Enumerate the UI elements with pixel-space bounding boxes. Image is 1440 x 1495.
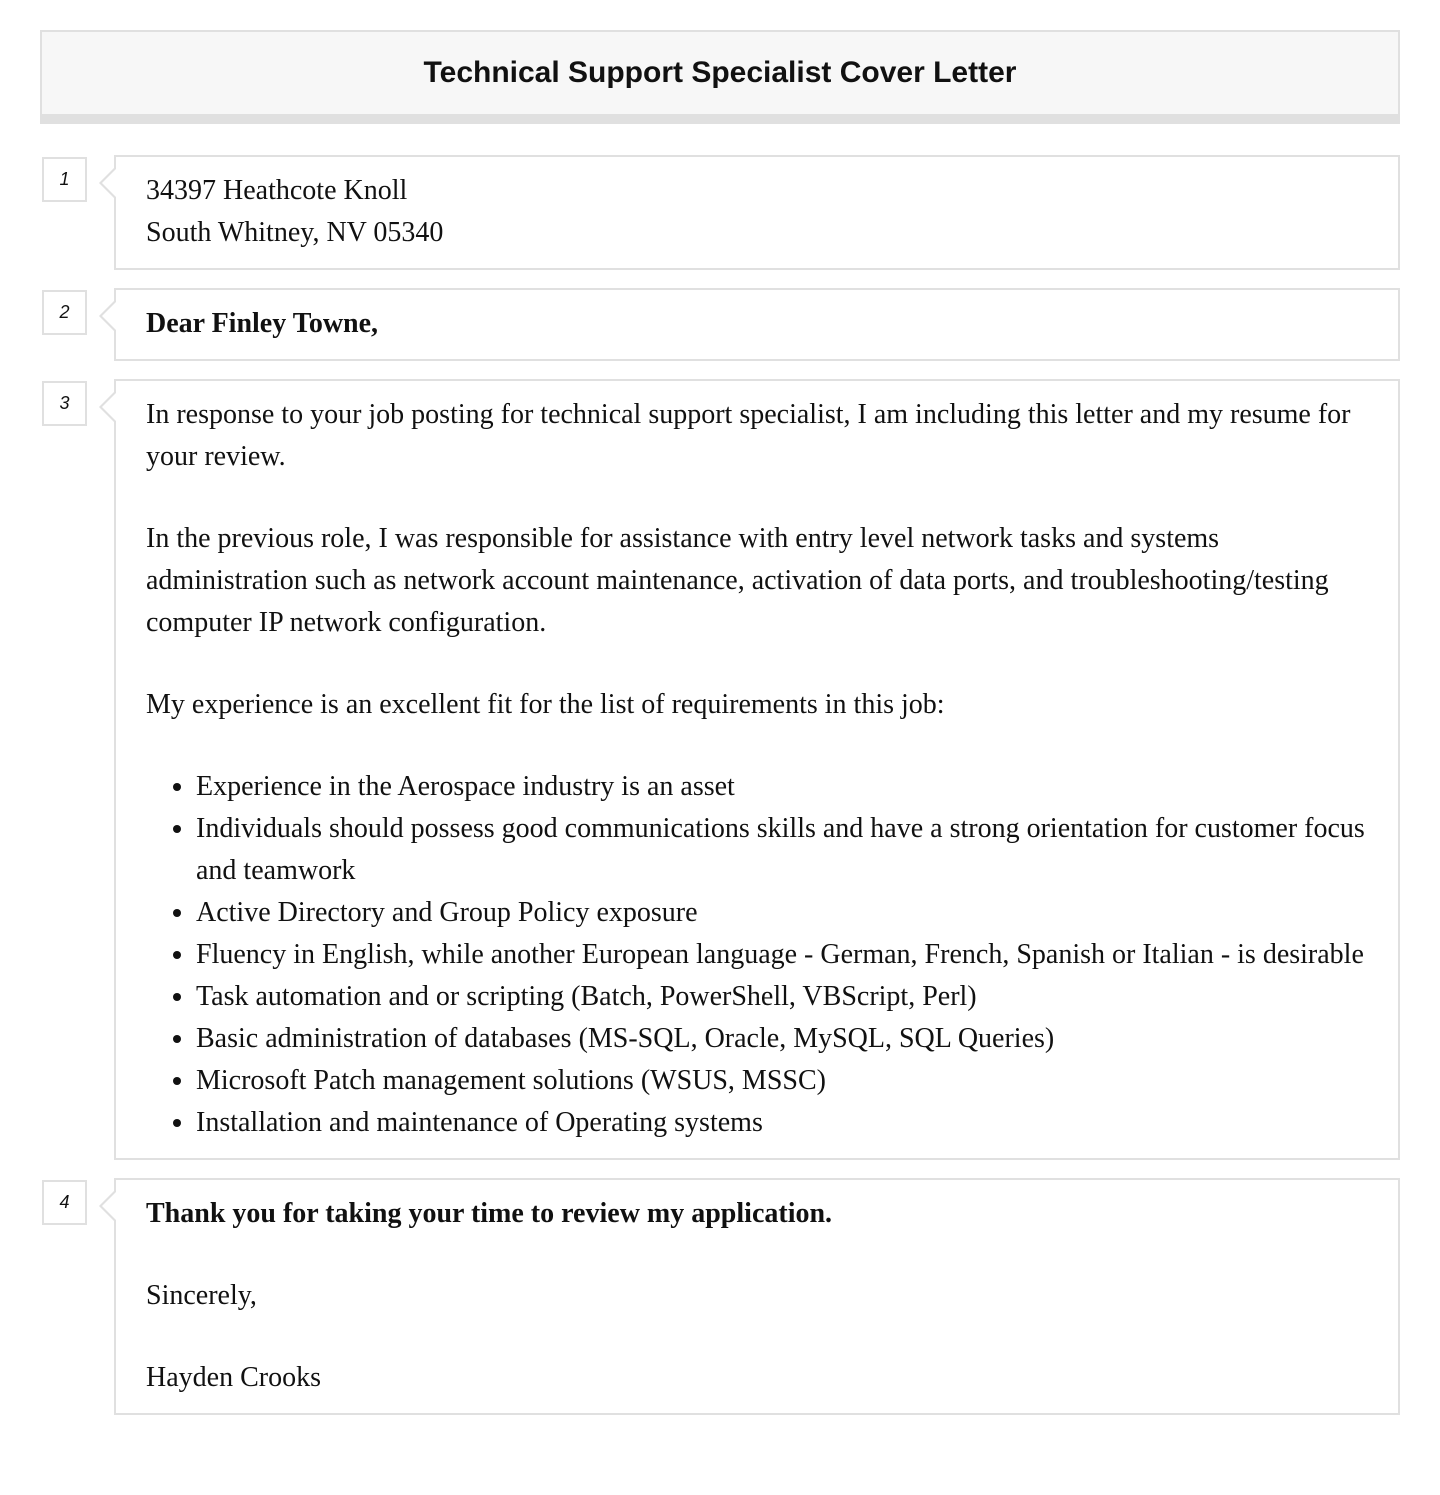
list-item: • Active Directory and Group Policy exposure [196, 892, 1368, 934]
section-content [114, 288, 1400, 361]
closing-statement: Thank you for taking your time to review my application. [146, 1198, 833, 1229]
section-content [114, 1178, 1400, 1415]
list-item: • Experience in the Aerospace industry is an asset [196, 766, 1368, 808]
section-number: 3 [42, 381, 87, 426]
address-line-2: South Whitney, NV 05340 [146, 217, 444, 248]
paragraph: In response to your job posting for technical support specialist, I am including this letter and my resume for your review. [146, 399, 1351, 472]
section-greeting [40, 288, 1400, 361]
list-item: • Microsoft Patch management solutions (WSUS, MSSC) [196, 1060, 1368, 1102]
page-header [40, 30, 1400, 124]
section-content [114, 155, 1400, 270]
paragraph: In the previous role, I was responsible for assistance with entry level network tasks and systems administration such as network account maintenance, activation of data ports, and troubleshooting/testing computer IP network configuration. [146, 523, 1329, 638]
list-item: • Fluency in English, while another European language - German, French, Spanish or Italian - is desirable [196, 934, 1368, 976]
list-item: • Individuals should possess good communications skills and have a strong orientation for customer focus and teamwork [196, 808, 1368, 892]
page-title: Technical Support Specialist Cover Letter [423, 56, 1017, 89]
list-item: • Task automation and or scripting (Batch, PowerShell, VBScript, Perl) [196, 976, 1368, 1018]
list-item: • Installation and maintenance of Operating systems [196, 1102, 1368, 1144]
section-closing [40, 1178, 1400, 1415]
paragraph: My experience is an excellent fit for the list of requirements in this job: [146, 689, 945, 720]
section-content [114, 379, 1400, 1160]
signoff: Sincerely, [146, 1280, 257, 1311]
requirements-list [146, 766, 1368, 1144]
section-number: 1 [42, 157, 87, 202]
section-number: 2 [42, 290, 87, 335]
section-number: 4 [42, 1180, 87, 1225]
section-body [40, 379, 1400, 1160]
list-item: • Basic administration of databases (MS-SQL, Oracle, MySQL, SQL Queries) [196, 1018, 1368, 1060]
section-address [40, 155, 1400, 270]
greeting: Dear Finley Towne, [146, 308, 379, 339]
signer-name: Hayden Crooks [146, 1362, 321, 1393]
address-line-1: 34397 Heathcote Knoll [146, 175, 408, 206]
